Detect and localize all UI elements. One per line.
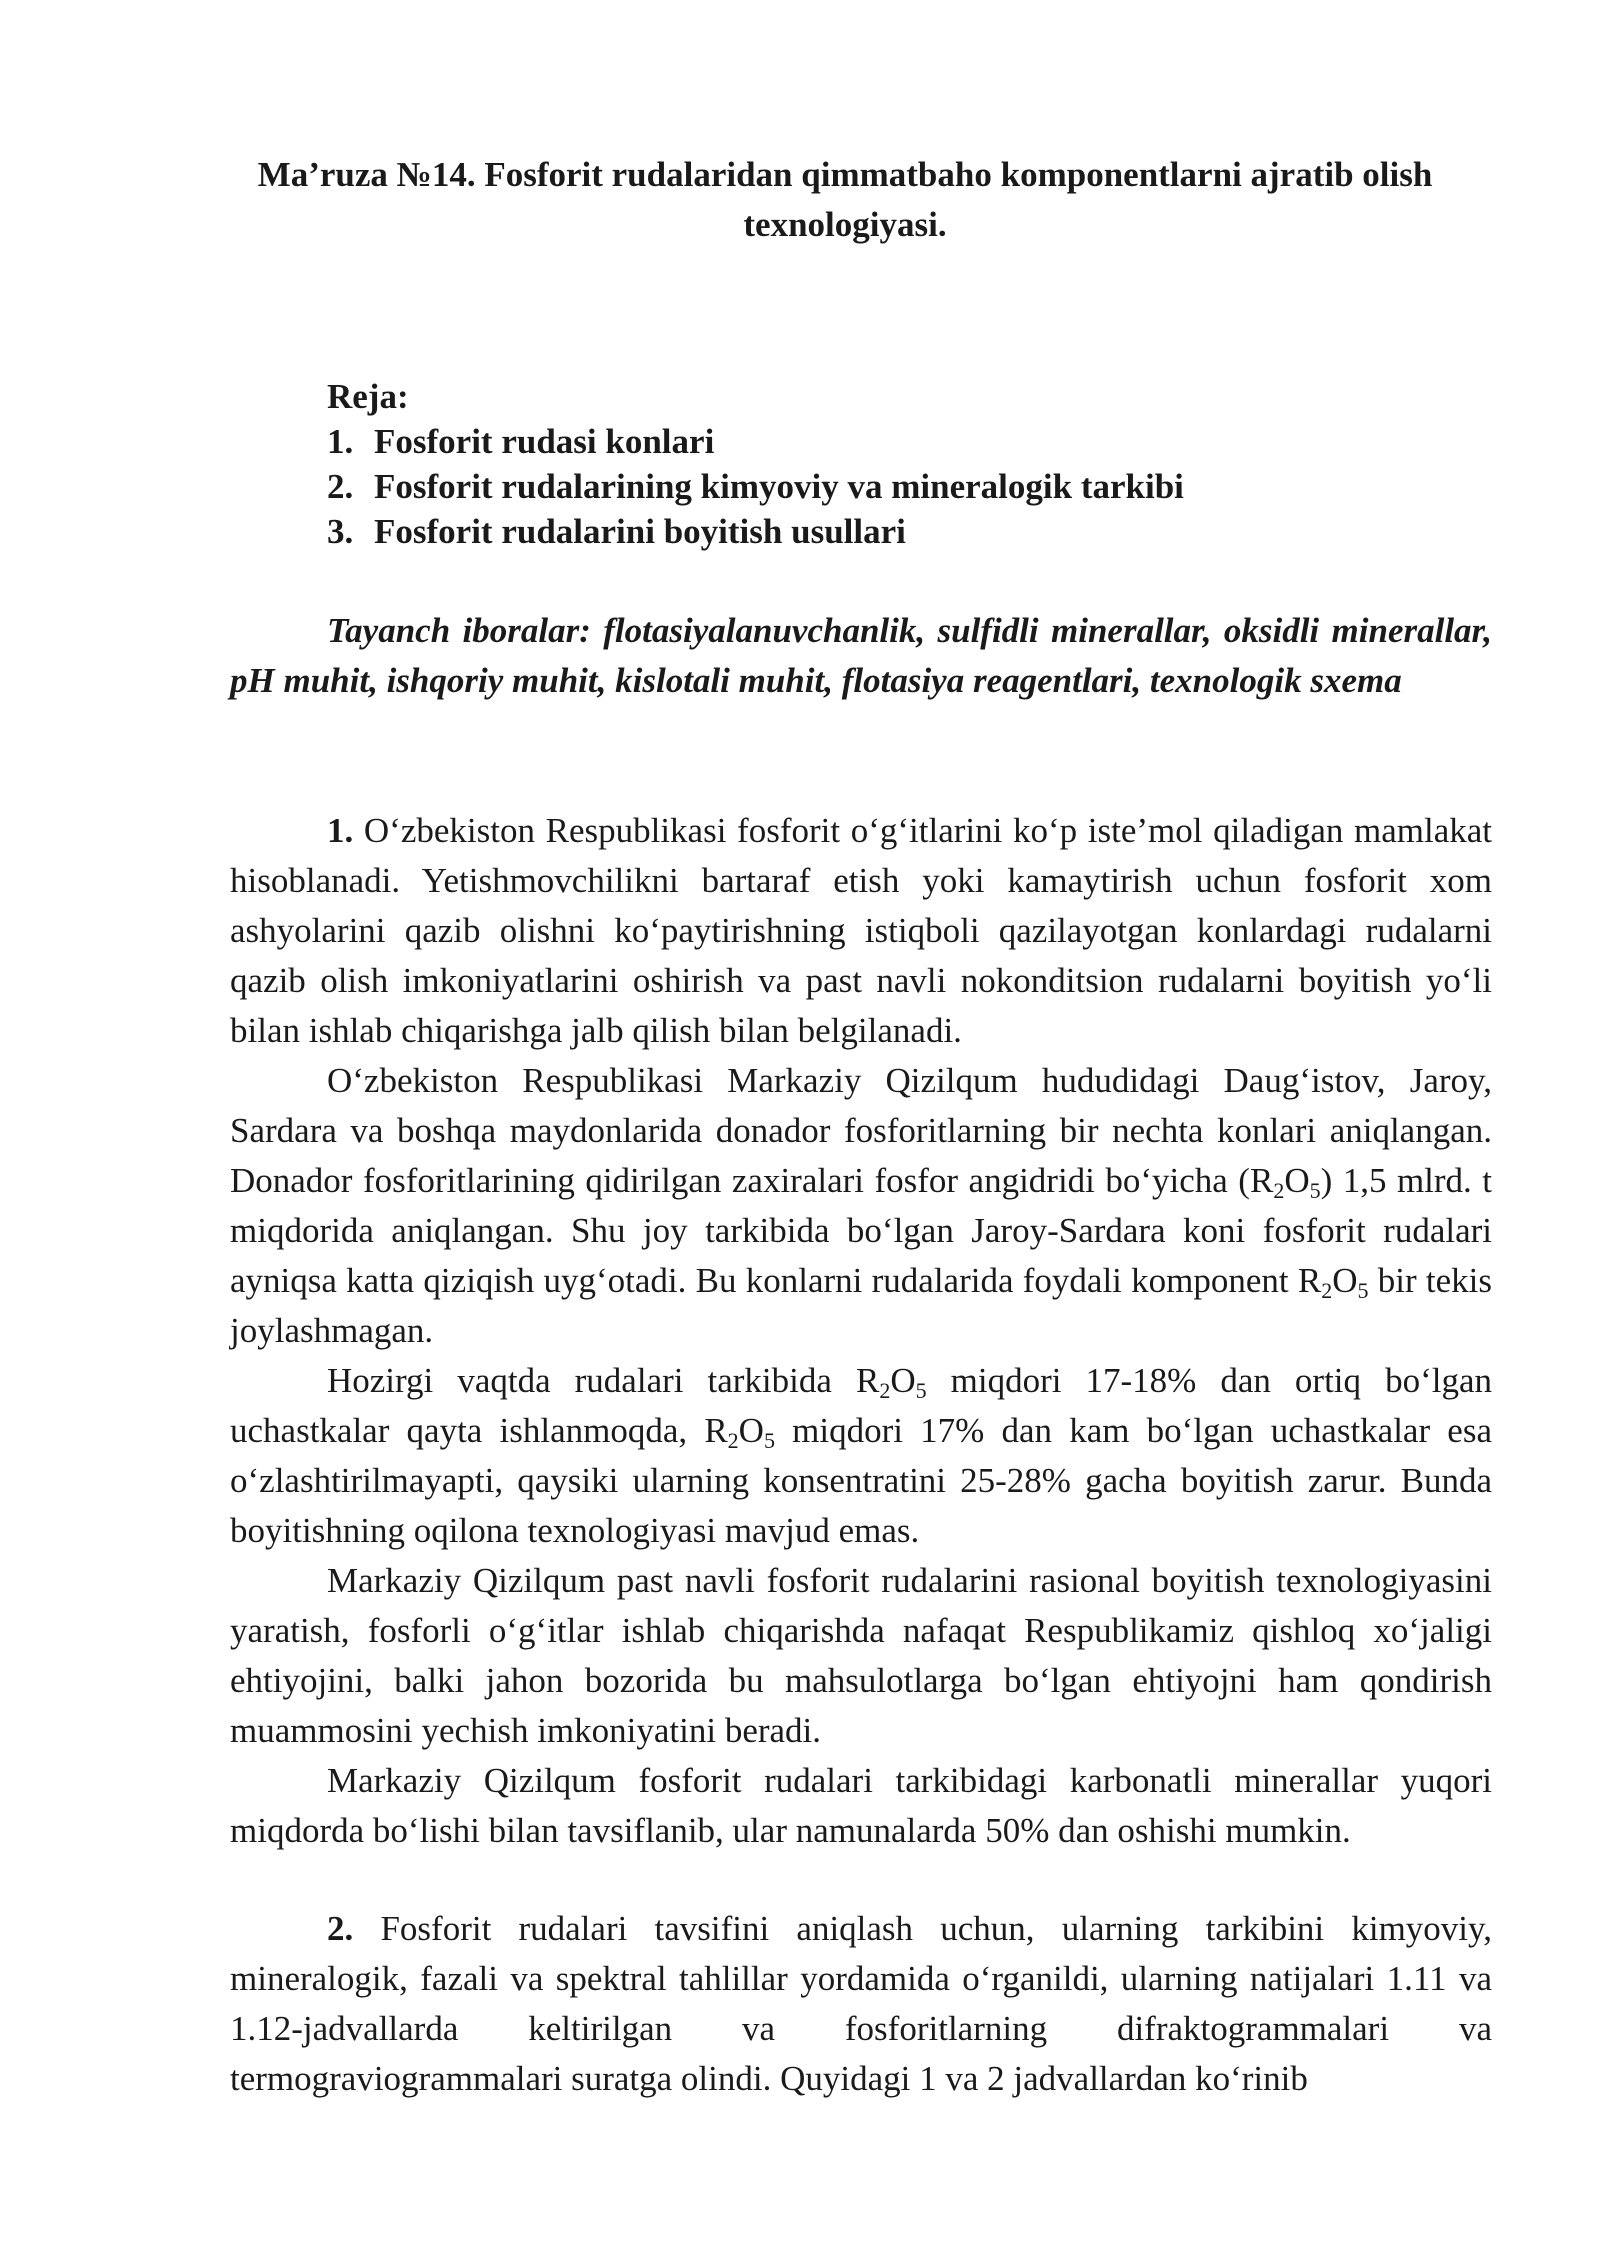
formula-letter: O [1332, 1261, 1358, 1300]
plan-item-number: 1. [327, 422, 354, 461]
subscript: 5 [1357, 1278, 1369, 1303]
plan-block [327, 374, 1184, 554]
plan-item [327, 419, 1184, 464]
formula-letter: O [1284, 1161, 1310, 1200]
paragraph-text: Fosforit rudalari tavsifini aniqlash uchun, ularning tarkibini kimyoviy, mineralogik, fazali va spektral tahlillar yordamida o‘rganildi, ularning natijalari 1.11 va 1.12-jadvallarda keltirilgan va fosforitlarning difraktogrammalari va termograviogrammalari suratga olindi. Quyidagi 1 va 2 jadvallardan ko‘rinib [230, 1909, 1492, 2098]
subscript: 2 [1273, 1178, 1285, 1203]
subscript: 5 [915, 1378, 927, 1403]
plan-item [327, 464, 1184, 509]
section-1-paragraph-5: Markaziy Qizilqum fosforit rudalari tarkibidagi karbonatli minerallar yuqori miqdorda bo‘lishi bilan tavsiflanib, ular namunalarda 50% dan oshishi mumkin. [230, 1761, 1492, 1850]
plan-list [327, 419, 1184, 554]
paragraph-text: O‘zbekiston Respublikasi Markaziy Qizilqum hududidagi Daug‘istov, Jaroy, Sardara va boshqa maydonlarida donador fosforitlarning bir nechta konlari aniqlangan. Donador fosforitlarining qidirilgan zaxiralari fosfor angidridi bo‘yicha (R [230, 1061, 1492, 1200]
subscript: 2 [879, 1378, 891, 1403]
keywords-paragraph: Tayanch iboralar: flotasiyalanuvchanlik, sulfidli minerallar, oksidli minerallar, pH muhit, ishqoriy muhit, kislotali muhit, flotasiya reagentlari, texnologik sxema [230, 611, 1492, 700]
plan-item-text: Fosforit rudalarini boyitish usullari [374, 512, 906, 551]
formula-letter: O [738, 1411, 764, 1450]
subscript: 5 [763, 1428, 775, 1453]
paragraph-text: O‘zbekiston Respublikasi fosforit o‘g‘itlarini ko‘p iste’mol qiladigan mamlakat hisoblanadi. Yetishmovchilikni bartaraf etish yoki kamaytirish uchun fosforit xom ashyolarini qazib olishni ko‘paytirishning istiqboli qazilayotgan konlardagi rudalarni qazib olish imkoniyatlarini oshirish va past navli nokonditsion rudalarni boyitish yo‘li bilan ishlab chiqarishga jalb qilish bilan belgilanadi. [230, 811, 1492, 1050]
lecture-title: Ma’ruza №14. Fosforit rudalaridan qimmatbaho komponentlarni ajratib olish texnologiyasi. [257, 155, 1433, 244]
plan-item-number: 3. [327, 512, 354, 551]
section-2-paragraph-1 [230, 1904, 1492, 2104]
formula-letter: O [890, 1361, 916, 1400]
section-number: 1. [327, 811, 354, 850]
subscript: 5 [1309, 1178, 1321, 1203]
section-number: 2. [327, 1909, 354, 1948]
section-1-paragraph-1 [230, 806, 1492, 1056]
section-1-paragraph-2 [230, 1056, 1492, 1356]
section-1-paragraph-3 [230, 1356, 1492, 1556]
subscript: 2 [727, 1428, 739, 1453]
paragraph-text: bir tekis joylashmagan. [230, 1261, 1493, 1350]
plan-item-text: Fosforit rudasi konlari [374, 422, 715, 461]
section-1-paragraph-4: Markaziy Qizilqum past navli fosforit rudalarini rasional boyitish texnologiyasini yaratish, fosforli o‘g‘itlar ishlab chiqarishda nafaqat Respublikamiz qishloq xo‘jaligi ehtiyojini, balki jahon bozorida bu mahsulotlarga bo‘lgan ehtiyojni ham qondirish muammosini yechish imkoniyatini beradi. [230, 1561, 1492, 1750]
plan-item [327, 509, 1184, 554]
plan-item-number: 2. [327, 467, 354, 506]
plan-heading: Reja: [327, 377, 409, 416]
plan-item-text: Fosforit rudalarining kimyoviy va mineralogik tarkibi [374, 467, 1184, 506]
paragraph-text: ) 1,5 mlrd. t miqdorida aniqlangan. Shu joy tarkibida bo‘lgan Jaroy-Sardara koni fosforit rudalari ayniqsa katta qiziqish uyg‘otadi. Bu konlarni rudalarida foydali komponent R [230, 1161, 1493, 1300]
section-2 [230, 1904, 1492, 2104]
section-1 [230, 806, 1492, 1856]
subscript: 2 [1321, 1278, 1333, 1303]
paragraph-text: miqdori 17-18% dan ortiq bo‘lgan uchastkalar qayta ishlanmoqda, R [230, 1361, 1492, 1450]
paragraph-text: Hozirgi vaqtda rudalari tarkibida R [327, 1361, 880, 1400]
paragraph-text: miqdori 17% dan kam bo‘lgan uchastkalar esa o‘zlashtirilmayapti, qaysiki ularning konsentratini 25-28% gacha boyitish zarur. Bunda boyitishning oqilona texnologiyasi mavjud emas. [230, 1411, 1492, 1550]
